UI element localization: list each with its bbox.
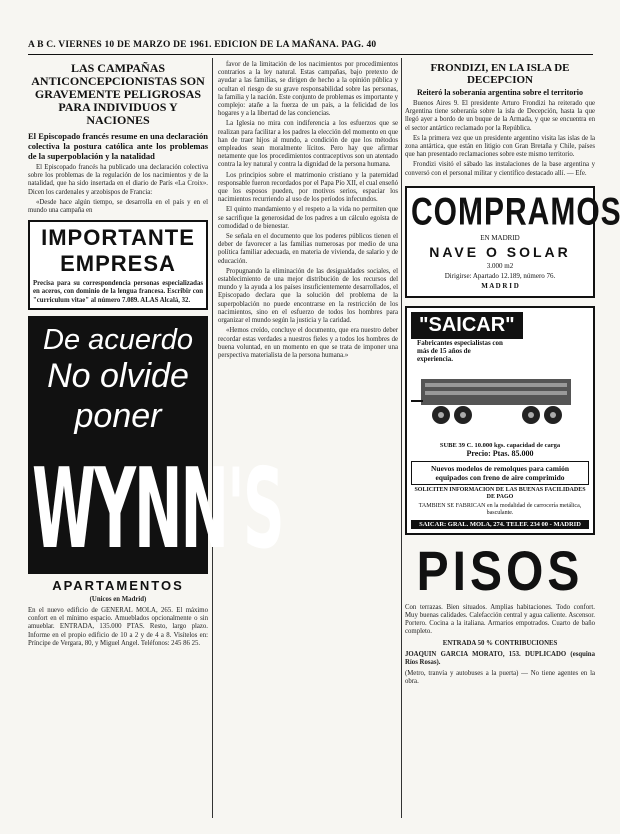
- ad-slogan: poner: [74, 396, 162, 435]
- ad-address: SAICAR: GRAL. MOLA, 274. TELEF. 234 00 - MADRID: [411, 520, 589, 529]
- ad-tagline: Fabricantes especialistas con más de 15 años de experiencia.: [417, 338, 503, 363]
- paragraph: La Iglesia no mira con indiferencia a los esfuerzos que se realizan para facilitar a los padres la elección del momento en que han de traer hijos al mundo, a condición de que los métodos empleados sean moralmente lícitos. Pero hay que afirmar netamente que los procedimientos contraceptivos son un atentado contra la ley natural y contra la dignidad de la persona humana.: [218, 120, 398, 169]
- ad-size: 3.000 m2: [486, 261, 514, 270]
- paragraph: El Episcopado francés ha publicado una declaración colectiva sobre los problemas de la regulación de los nacimientos y de la natalidad, que ha sido insertada en el diario de París «La Croix». Dicen los cardenales y arzobispos de Francia:: [28, 164, 208, 196]
- column-divider: [212, 58, 213, 818]
- paragraph: «Desde hace algún tiempo, se desarrolla en el país y en el mundo una campaña en: [28, 198, 208, 215]
- ad-contact: JOAQUIN GARCIA MORATO, 153. DUPLICADO (esquina Ríos Rosas).: [405, 650, 595, 667]
- truck-trailer-illustration: [411, 367, 591, 437]
- ad-city: M A D R I D: [481, 281, 519, 290]
- page-header: A B C. VIERNES 10 DE MARZO DE 1961. EDICION DE LA MAÑANA. PAG. 40: [28, 40, 377, 50]
- ad-title: COMPRAMOS: [411, 190, 622, 234]
- ad-title: IMPORTANTE: [41, 225, 195, 251]
- ad-title: PISOS: [416, 541, 584, 603]
- column-divider: [401, 58, 402, 818]
- ad-info: SOLICITEN INFORMACION DE LAS BUENAS FACILIDADES DE PAGO: [414, 486, 586, 500]
- ad-importante-empresa: [28, 220, 208, 310]
- article-headline: LAS CAMPAÑAS ANTICONCEPCIONISTAS SON GRAVEMENTE PELIGROSAS PARA INDIVIDUOS Y NACIONES: [31, 61, 205, 127]
- ad-text: Con terrazas. Bien situados. Amplias habitaciones. Todo confort. Muy buenas calidades. Calefacción central y agua caliente. Ascensor. Portero. Cocina a la italiana. Armarios empotrados. Cuarto de baño completo.: [405, 603, 595, 636]
- paragraph: Frondizi visitó el sábado las instalaciones de la base argentina y conversó con el personal militar y científico destacado allí. — Efe.: [405, 161, 595, 177]
- ad-title: APARTAMENTOS: [52, 577, 184, 593]
- header-rule: [28, 54, 593, 55]
- article-lead: El Episcopado francés resume en una declaración colectiva la postura católica ante los problemas de la superpoblación y la natalidad: [28, 131, 208, 161]
- ad-slogan: De acuerdo: [43, 323, 193, 356]
- ad-location: EN MADRID: [480, 233, 520, 242]
- ad-footer: (Metro, tranvía y autobuses a la puerta) — No tiene agentes en la obra.: [405, 670, 595, 686]
- column-right: [405, 58, 622, 818]
- column-middle: [218, 58, 398, 818]
- ad-slogan: No olvide: [47, 356, 189, 395]
- article-headline: FRONDIZI, EN LA ISLA DE DECEPCION: [430, 62, 570, 86]
- ad-contact: Dirigirse: Apartado 12.189, número 76.: [444, 271, 556, 280]
- paragraph: favor de la limitación de los nacimientos por procedimientos contrarios a la ley natural. Estas campañas, bajo pretexto de ayudar a las familias, se dirigen de hecho a la opinión pública y ocultan el riesgo de su grave responsabilidad sobre las personas, la familia y la nación. Este conjunto de problemas es importante y complejo: atañe a la fuerza de un país, a la felicidad de los hogares y a la libertad de las conciencias.: [218, 61, 398, 118]
- ad-feature: Nuevos modelos de remolques para camión equipados con freno de aire comprimido: [411, 461, 589, 485]
- paragraph: Se señala en el documento que los poderes públicos tienen el deber de favorecer a las familias numerosas por medio de una política familiar adecuada, en materia de vivienda, de salario y de educación.: [218, 233, 398, 265]
- article-continuation: [218, 61, 398, 360]
- ad-text: Precisa para su correspondencia personas especializadas en aceros, con dominio de la lengua francesa. Escribir con "curriculum vitae" al número 7.089. ALAS Alcalá, 32.: [33, 280, 203, 304]
- paragraph: Propugnando la eliminación de las desigualdades sociales, el establecimiento de una mejor distribución de los recursos del mundo y la ayuda a los países insuficientemente desarrollados, el Episcopado declara que la solución del problema de la superpoblación no puede encontrarse en la restricción de los nacimientos, sino en el esfuerzo de todos los hombres para organizar el mundo según la justicia y la caridad.: [218, 267, 398, 325]
- column-left: [28, 58, 283, 818]
- paragraph: Los principios sobre el matrimonio cristiano y la paternidad responsable fueron recordados por el Papa Pío XII, el cual enseñó que los esposos pueden, por motivos serios, espaciar los nacimientos recurriendo al uso de los períodos infecundos.: [218, 171, 398, 204]
- paragraph: El quinto mandamiento y el respeto a la vida no permiten que se sacrifique la generosidad de los padres a un cálculo egoísta de comodidad o de bienestar.: [218, 206, 398, 230]
- brand-logo: "SAICAR": [411, 312, 523, 339]
- ad-price: ENTRADA 50 % CONTRIBUCIONES: [442, 639, 558, 647]
- article-subheadline: Reiteró la soberanía argentina sobre el territorio: [416, 88, 584, 97]
- ad-subtitle: (Unicos en Madrid): [89, 595, 147, 603]
- article-body: [405, 100, 595, 178]
- ad-wynns: [28, 316, 283, 574]
- ad-info: TAMBIEN SE FABRICAN en la modalidad de carrocería metálica, basculante.: [418, 502, 582, 516]
- article-body: [28, 164, 208, 215]
- ad-text: En el nuevo edificio de GENERAL MOLA, 265. El máximo confort en el mínimo espacio. Amueblados opcionalmente o sin amueblar. ENTRADA, 135.000 PTAS. Resto, largo plazo. Informe en el propio edificio de 10 a 2 y de 4 a 8. Visítelos en: Príncipe de Vergara, 80, y Miguel Angel. Teléfonos: 245 86 25.: [28, 607, 208, 647]
- paragraph: Es la primera vez que un presidente argentino visita las islas de la zona antártica, que están en litigio con Gran Bretaña y Chile, países que han presentado reclamaciones sobre este mismo territorio.: [405, 134, 595, 159]
- brand-logo: WYNN'S: [32, 444, 283, 574]
- ad-title: EMPRESA: [60, 251, 176, 277]
- paragraph: Buenos Aires 9. El presidente Arturo Frondizi ha reiterado que Argentina tiene soberanía sobre la isla de Decepción, hasta la que llegó ayer a bordo de un buque de la Armada, y que se encuentra en el sector antártico reclamado por la República.: [405, 100, 595, 132]
- ad-model: SUBE 39 C. 10.000 kgs. capacidad de carga: [439, 441, 561, 449]
- ad-price: Precio: Ptas. 85.000: [466, 448, 534, 458]
- ad-compramos: [405, 186, 622, 298]
- ad-subject: NAVE O SOLAR: [429, 243, 571, 260]
- paragraph: «Hemos creído, concluye el documento, que era nuestro deber recordar estas verdades a nuestros fieles y a todos los hombres de buena voluntad, en un momento en que se trata de imponer una perspectiva materialista de la persona humana.»: [218, 327, 398, 359]
- ad-saicar: [405, 306, 595, 535]
- ad-pisos: [405, 541, 595, 687]
